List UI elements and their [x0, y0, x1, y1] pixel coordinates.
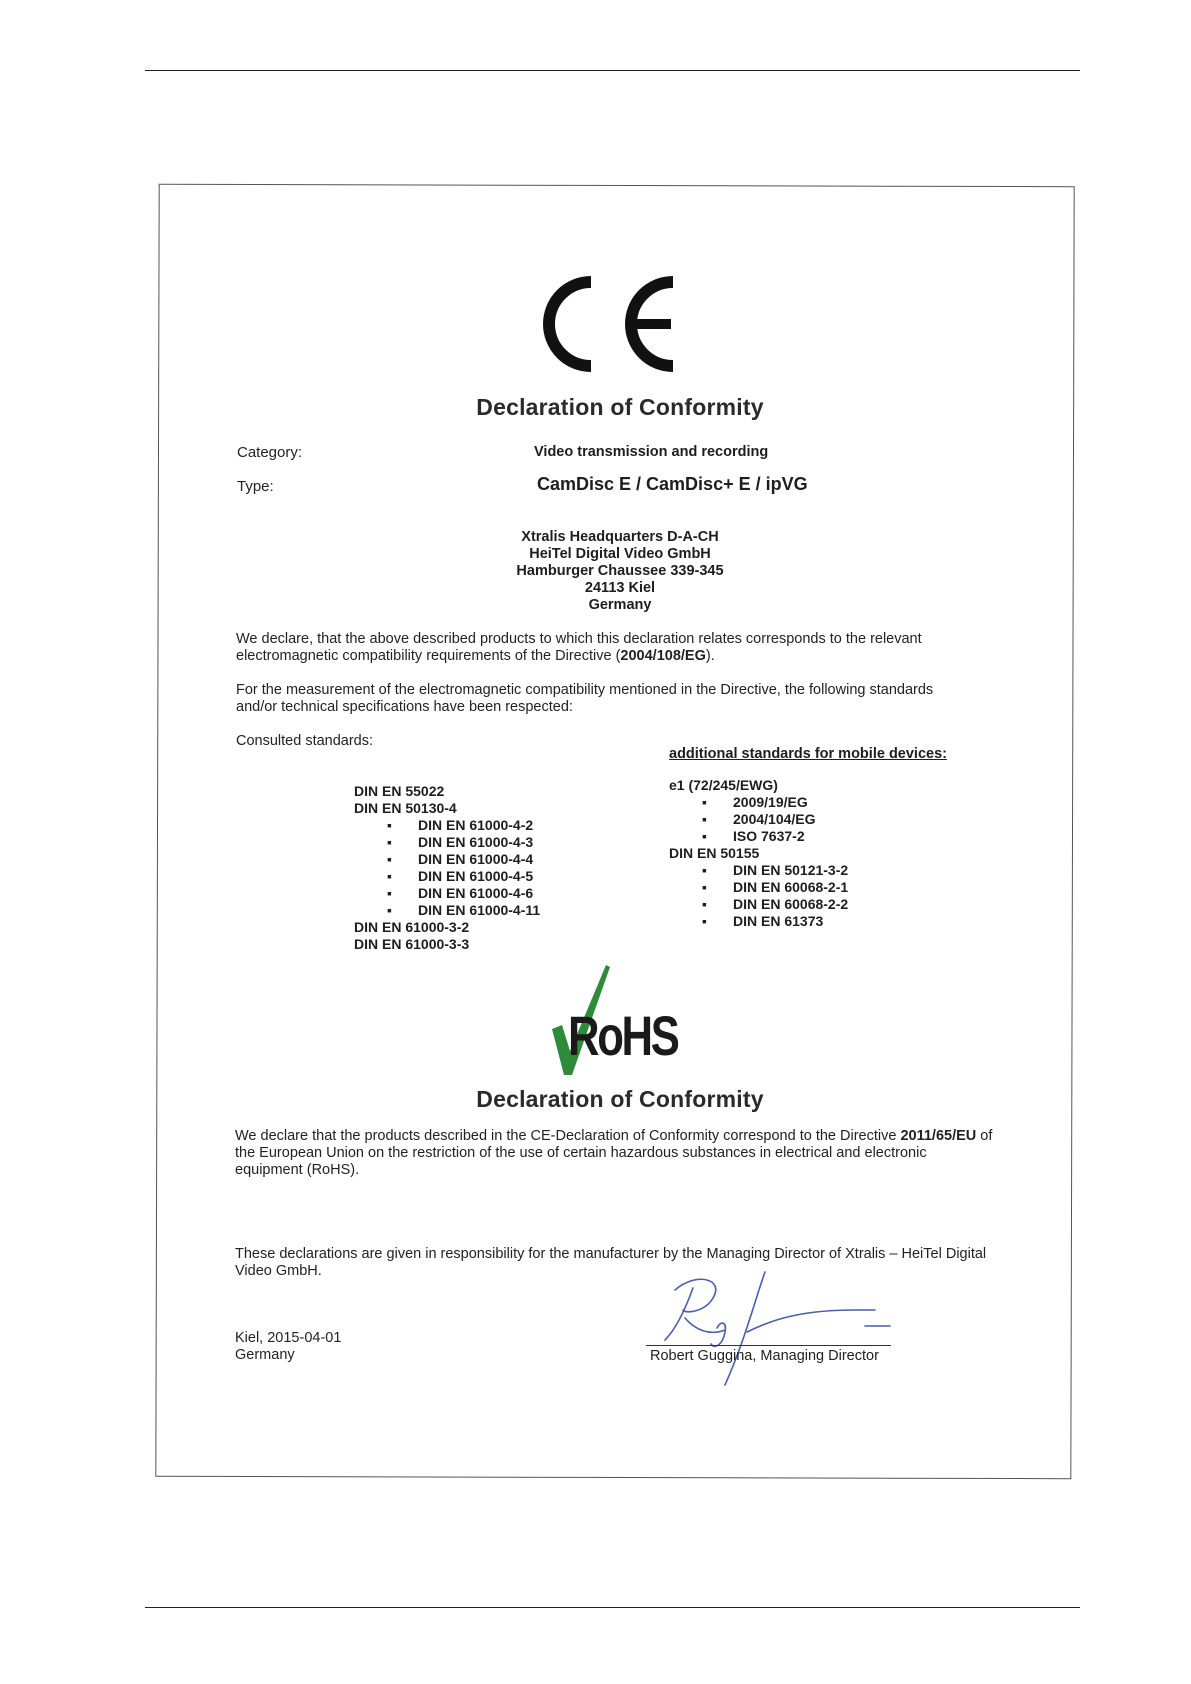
address-line: Hamburger Chaussee 339-345 — [516, 563, 724, 579]
top-rule — [145, 70, 1080, 71]
bullet-icon: ▪ — [702, 828, 707, 844]
additional-standards-label: additional standards for mobile devices: — [669, 746, 947, 762]
standard-item: DIN EN 50155 — [669, 845, 760, 861]
address-line: 24113 Kiel — [584, 580, 656, 596]
bullet-icon: ▪ — [702, 811, 707, 827]
standard-subitem: ▪ DIN EN 61000-4-2 — [354, 817, 540, 834]
rohs-wordmark: RoHS — [568, 1004, 678, 1067]
standard-subitem: ▪ DIN EN 61373 — [669, 913, 848, 930]
type-label: Type: — [237, 478, 274, 495]
country-line: Germany — [235, 1347, 295, 1363]
date-line: Kiel, 2015-04-01 — [235, 1330, 342, 1346]
category-label: Category: — [237, 444, 303, 461]
address-line: Germany — [588, 597, 652, 613]
bullet-icon: ▪ — [702, 896, 707, 912]
bullet-icon: ▪ — [387, 817, 392, 833]
rohs-declaration-paragraph: We declare that the products described in the CE-Declaration of Conformity correspond to the Directive 2011/65/EU of the European Union on the restriction of the use of certain hazardous substances in electrical and electronic equipment (RoHS). — [235, 1128, 993, 1178]
standard-subitem: ▪ ISO 7637-2 — [669, 828, 848, 845]
standards-intro-paragraph: For the measurement of the electromagnetic compatibility mentioned in the Directive, the following standards and/or technical specifications have been respected: — [236, 682, 934, 715]
standard-item: e1 (72/245/EWG) — [669, 777, 778, 793]
rohs-declaration-title: Declaration of Conformity — [476, 1086, 764, 1112]
signature-line — [646, 1345, 891, 1346]
place-and-date — [235, 1330, 341, 1364]
bullet-icon: ▪ — [702, 794, 707, 810]
ce-mark-logo — [543, 274, 683, 374]
rohs-logo — [548, 963, 688, 1078]
standard-item: DIN EN 55022 — [354, 783, 445, 799]
bullet-icon: ▪ — [387, 868, 392, 884]
category-value: Video transmission and recording — [534, 444, 769, 460]
standard-item: DIN EN 50130-4 — [354, 800, 457, 816]
signatory-name: Robert Guggina, Managing Director — [650, 1348, 879, 1364]
standard-subitem: ▪ 2004/104/EG — [669, 811, 848, 828]
declaration-title: Declaration of Conformity — [476, 394, 764, 420]
manufacturer-address — [470, 529, 770, 614]
bullet-icon: ▪ — [702, 913, 707, 929]
responsibility-paragraph: These declarations are given in responsibility for the manufacturer by the Managing Director of Xtralis – HeiTel Digital Video GmbH. — [235, 1246, 987, 1279]
bullet-icon: ▪ — [702, 879, 707, 895]
standard-subitem: ▪ 2009/19/EG — [669, 794, 848, 811]
standard-subitem: ▪ DIN EN 61000-4-4 — [354, 851, 540, 868]
standard-subitem: ▪ DIN EN 61000-4-5 — [354, 868, 540, 885]
standard-subitem: ▪ DIN EN 60068-2-2 — [669, 896, 848, 913]
consulted-standards-label: Consulted standards: — [236, 733, 374, 749]
bullet-icon: ▪ — [387, 902, 392, 918]
standard-item: DIN EN 61000-3-2 — [354, 919, 470, 935]
bullet-icon: ▪ — [387, 885, 392, 901]
standard-subitem: ▪ DIN EN 61000-4-3 — [354, 834, 540, 851]
type-value: CamDisc E / CamDisc+ E / ipVG — [537, 474, 808, 494]
emc-declaration-paragraph: We declare, that the above described products to which this declaration relates corresponds to the relevant electromagnetic compatibility requirements of the Directive (2004/108/EG). — [236, 631, 922, 664]
consulted-standards-list — [354, 783, 540, 953]
signature-image — [655, 1270, 895, 1390]
standard-item: DIN EN 61000-3-3 — [354, 936, 470, 952]
standard-subitem: ▪ DIN EN 60068-2-1 — [669, 879, 848, 896]
address-line: HeiTel Digital Video GmbH — [529, 546, 711, 562]
bullet-icon: ▪ — [702, 862, 707, 878]
standard-subitem: ▪ DIN EN 61000-4-11 — [354, 902, 540, 919]
bullet-icon: ▪ — [387, 834, 392, 850]
standard-subitem: ▪ DIN EN 50121-3-2 — [669, 862, 848, 879]
address-line: Xtralis Headquarters D-A-CH — [521, 529, 719, 545]
mobile-standards-list — [669, 777, 848, 930]
bullet-icon: ▪ — [387, 851, 392, 867]
standard-subitem: ▪ DIN EN 61000-4-6 — [354, 885, 540, 902]
bottom-rule — [145, 1607, 1080, 1608]
certificate-frame — [155, 184, 1074, 1479]
